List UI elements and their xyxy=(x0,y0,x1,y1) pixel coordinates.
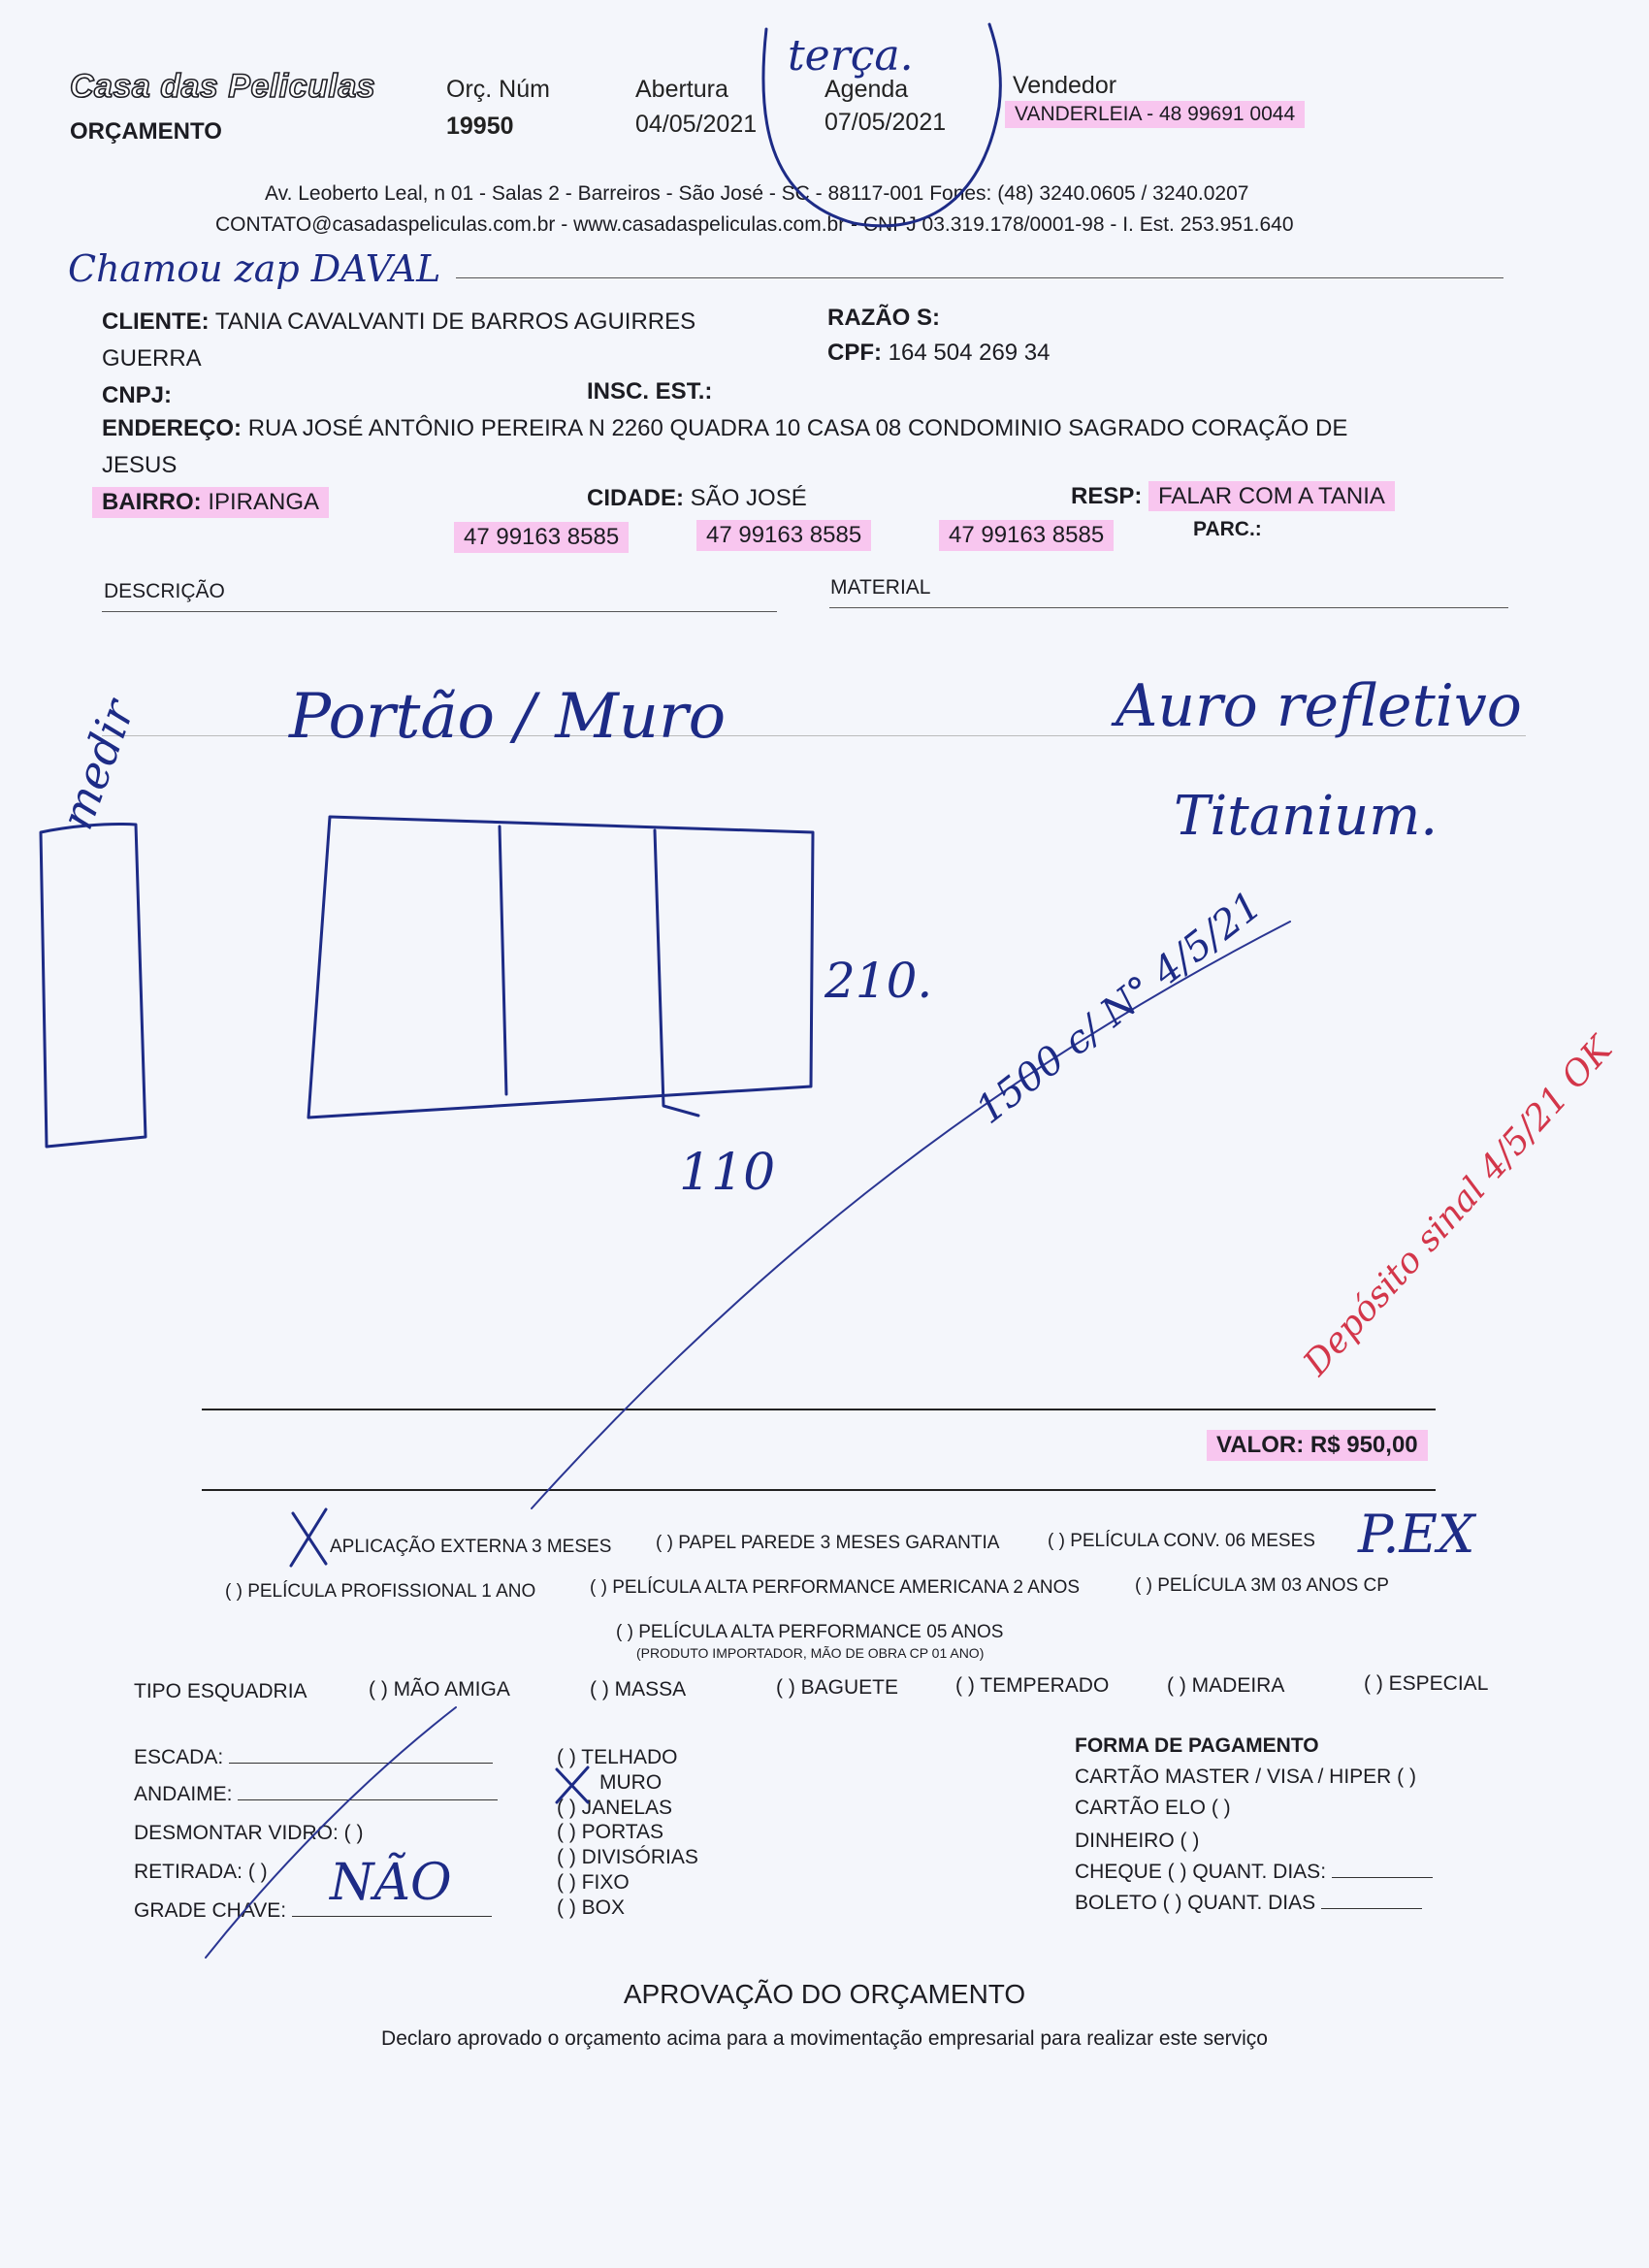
cliente-field xyxy=(102,308,695,336)
boleto-dias-blank xyxy=(1321,1908,1422,1909)
option-pelicula-profissional: ( ) PELÍCULA PROFISSIONAL 1 ANO xyxy=(225,1581,536,1602)
grade-chave-field xyxy=(134,1899,492,1923)
cidade-field xyxy=(587,485,807,512)
cliente-label: CLIENTE: xyxy=(102,308,210,335)
total-line-bottom xyxy=(202,1489,1436,1491)
abertura-date: 04/05/2021 xyxy=(635,111,758,138)
razao-label: RAZÃO S: xyxy=(827,305,940,331)
approval-title: APROVAÇÃO DO ORÇAMENTO xyxy=(623,1979,1026,2009)
endereco-line2: JESUS xyxy=(102,452,178,478)
document-type-title: ORÇAMENTO xyxy=(70,118,222,145)
pagamento-cartao-master: CARTÃO MASTER / VISA / HIPER ( ) xyxy=(1075,1766,1417,1788)
pex-note: P.EX xyxy=(1358,1504,1475,1565)
resp-value: FALAR COM A TANIA xyxy=(1148,481,1395,511)
pagamento-boleto xyxy=(1075,1892,1422,1915)
desmontar-vidro-label: DESMONTAR VIDRO: ( ) xyxy=(134,1822,364,1844)
cpf-value: 164 504 269 34 xyxy=(888,340,1051,366)
phone-3: 47 99163 8585 xyxy=(939,520,1114,551)
andaime-label: ANDAIME: xyxy=(134,1783,233,1805)
descricao-underline xyxy=(102,611,777,612)
escada-field xyxy=(134,1746,493,1769)
bairro-label: BAIRRO: xyxy=(102,489,202,515)
option-pelicula-americana: ( ) PELÍCULA ALTA PERFORMANCE AMERICANA 2 ANOS xyxy=(590,1577,1081,1598)
local-box: ( ) BOX xyxy=(557,1896,626,1919)
cidade-label: CIDADE: xyxy=(587,485,684,511)
material-note-2: Titanium. xyxy=(1174,785,1439,848)
cliente-name-line1: TANIA CAVALVANTI DE BARROS AGUIRRES xyxy=(214,308,696,335)
local-divisorias: ( ) DIVISÓRIAS xyxy=(557,1846,698,1868)
phone-1: 47 99163 8585 xyxy=(454,522,629,553)
parc-label: PARC.: xyxy=(1193,518,1262,540)
total-line-top xyxy=(202,1409,1436,1410)
vendedor-label: Vendedor xyxy=(1013,72,1117,99)
post-sketch xyxy=(41,824,146,1147)
endereco-line1: RUA JOSÉ ANTÔNIO PEREIRA N 2260 QUADRA 10 CASA 08 CONDOMINIO SAGRADO CORAÇÃO DE xyxy=(247,415,1348,441)
option-papel-parede: ( ) PAPEL PAREDE 3 MESES GARANTIA xyxy=(656,1533,1000,1553)
local-muro: MURO xyxy=(599,1771,663,1794)
height-dimension: 210. xyxy=(824,953,933,1009)
bairro-field xyxy=(92,487,329,518)
resp-field xyxy=(1071,483,1395,510)
esquadria-massa: ( ) MASSA xyxy=(590,1678,687,1701)
material-note: Auro refletivo xyxy=(1116,672,1522,740)
option-pelicula-conv: ( ) PELÍCULA CONV. 06 MESES xyxy=(1048,1531,1315,1551)
retirada-label: RETIRADA: ( ) xyxy=(134,1861,268,1883)
local-telhado: ( ) TELHADO xyxy=(557,1746,678,1768)
vendedor-value: VANDERLEIA - 48 99691 0044 xyxy=(1005,101,1305,128)
pagamento-cheque xyxy=(1075,1861,1433,1884)
bairro-value: IPIRANGA xyxy=(208,489,320,515)
phone-2: 47 99163 8585 xyxy=(696,520,871,551)
esquadria-mao-amiga: ( ) MÃO AMIGA xyxy=(369,1678,510,1701)
esquadria-label: TIPO ESQUADRIA xyxy=(134,1680,307,1702)
pagamento-title: FORMA DE PAGAMENTO xyxy=(1075,1734,1319,1757)
pagamento-boleto-label: BOLETO ( ) QUANT. DIAS xyxy=(1075,1892,1316,1914)
gate-divider-left xyxy=(500,826,506,1094)
orc-num-label: Orç. Núm xyxy=(446,76,550,103)
escada-label: ESCADA: xyxy=(134,1746,224,1768)
portao-muro-note: Portão / Muro xyxy=(289,681,727,753)
local-janelas: ( ) JANELAS xyxy=(557,1797,673,1819)
material-label: MATERIAL xyxy=(830,576,931,599)
endereco-field xyxy=(102,415,1347,442)
esquadria-especial: ( ) ESPECIAL xyxy=(1364,1672,1489,1695)
aplicacao-check-mark xyxy=(291,1509,326,1566)
pagamento-cheque-label: CHEQUE ( ) QUANT. DIAS: xyxy=(1075,1861,1327,1883)
agenda-date: 07/05/2021 xyxy=(824,109,947,136)
cnpj-label: CNPJ: xyxy=(102,382,173,408)
cheque-dias-blank xyxy=(1332,1877,1433,1878)
orc-num-value: 19950 xyxy=(446,113,514,140)
gate-divider-right xyxy=(655,830,698,1116)
grade-chave-label: GRADE CHAVE: xyxy=(134,1899,287,1922)
medir-note: medir xyxy=(49,693,146,836)
andaime-field xyxy=(134,1783,498,1806)
deposito-note: Depósito sinal 4/5/21 OK xyxy=(1296,1029,1621,1384)
company-address: Av. Leoberto Leal, n 01 - Salas 2 - Barreiros - São José - SC - 88117-001 Fones: (48) 3240.0605 / 3240.0207 xyxy=(265,182,1249,205)
approval-text: Declaro aprovado o orçamento acima para a movimentação empresarial para realizar este serviço xyxy=(381,2027,1268,2050)
option-pelicula-3m: ( ) PELÍCULA 3M 03 ANOS CP xyxy=(1135,1575,1389,1596)
pagamento-cartao-elo: CARTÃO ELO ( ) xyxy=(1075,1797,1231,1819)
andaime-blank xyxy=(238,1799,498,1800)
esquadria-madeira: ( ) MADEIRA xyxy=(1167,1674,1285,1697)
local-portas: ( ) PORTAS xyxy=(557,1821,664,1843)
valor-total: VALOR: R$ 950,00 xyxy=(1207,1430,1428,1461)
option-pelicula-alta-05-note: (PRODUTO IMPORTADOR, MÃO DE OBRA CP 01 ANO) xyxy=(636,1645,985,1661)
material-underline xyxy=(829,607,1508,608)
option-aplicacao-externa: APLICAÇÃO EXTERNA 3 MESES xyxy=(330,1537,612,1557)
cidade-value: SÃO JOSÉ xyxy=(690,485,807,511)
nao-note: NÃO xyxy=(330,1854,452,1912)
chamou-zap-note: Chamou zap DAVAL xyxy=(68,247,441,290)
diagonal-strike xyxy=(532,922,1290,1508)
escada-blank xyxy=(229,1763,493,1764)
endereco-label: ENDEREÇO: xyxy=(102,415,242,441)
pagamento-dinheiro: DINHEIRO ( ) xyxy=(1075,1830,1200,1852)
item-row-line xyxy=(102,735,1526,736)
agenda-label: Agenda xyxy=(824,76,909,103)
header-divider xyxy=(456,277,1504,278)
width-dimension: 110 xyxy=(679,1144,776,1202)
company-logo: Casa das Peliculas xyxy=(70,68,376,105)
sinal-note: 1500 c/ N° 4/5/21 xyxy=(967,883,1271,1133)
insc-est-label: INSC. EST.: xyxy=(587,378,713,405)
company-contact: CONTATO@casadaspeliculas.com.br - www.casadaspeliculas.com.br - CNPJ 03.319.178/0001-98 - I. Est. 253.951.640 xyxy=(215,213,1294,236)
descricao-label: DESCRIÇÃO xyxy=(104,580,225,602)
gate-sketch xyxy=(308,817,813,1118)
esquadria-temperado: ( ) TEMPERADO xyxy=(955,1674,1110,1697)
grade-chave-blank xyxy=(292,1916,492,1917)
esquadria-baguete: ( ) BAGUETE xyxy=(776,1676,899,1699)
cpf-field xyxy=(827,340,1051,367)
cpf-label: CPF: xyxy=(827,340,882,366)
abertura-label: Abertura xyxy=(635,76,728,103)
local-fixo: ( ) FIXO xyxy=(557,1871,630,1894)
cliente-name-line2: GUERRA xyxy=(102,345,202,372)
terca-note: terça. xyxy=(788,31,914,81)
option-pelicula-alta-05: ( ) PELÍCULA ALTA PERFORMANCE 05 ANOS xyxy=(616,1622,1004,1642)
resp-label: RESP: xyxy=(1071,483,1143,509)
